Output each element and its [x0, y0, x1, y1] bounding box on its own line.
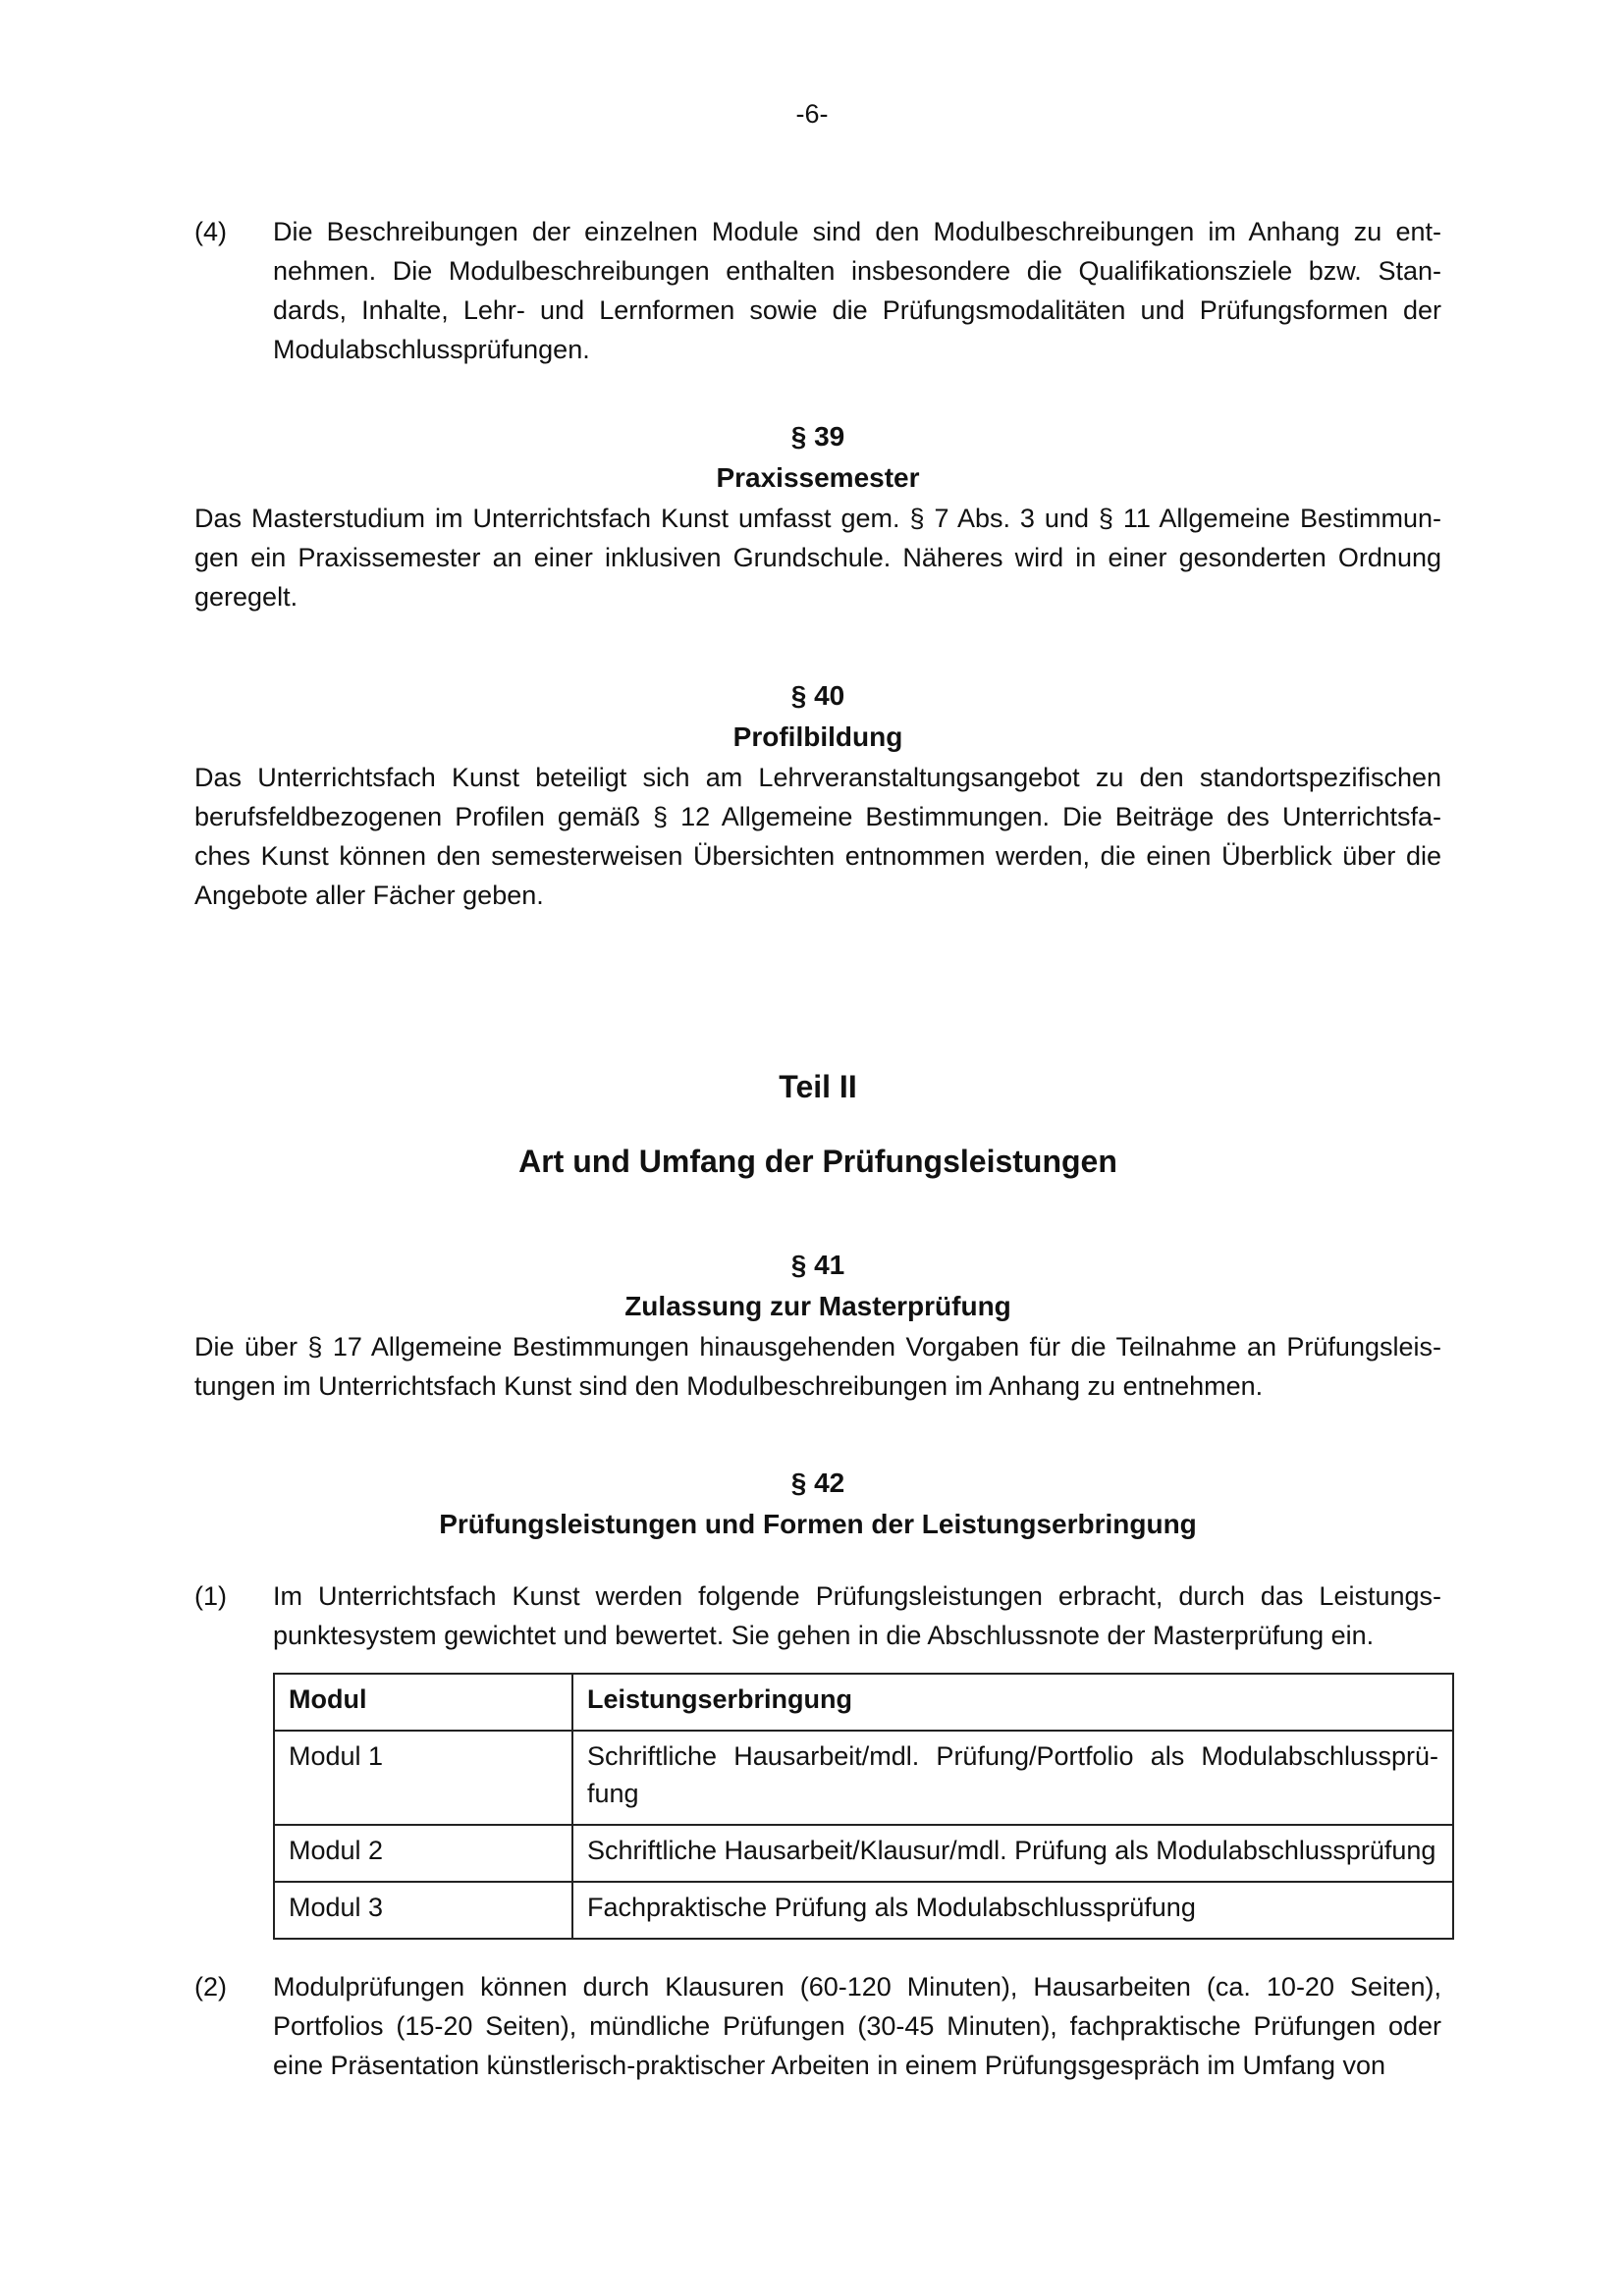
part-heading [194, 1064, 1441, 1109]
table-cell: Fachpraktische Prüfung als Modulabschlussprüfung [572, 1882, 1453, 1939]
table-row [274, 1882, 1453, 1939]
section-42 [194, 1463, 1441, 1545]
section-text: Das Unterrichtsfach Kunst beteiligt sich am Lehrveranstaltungsangebot zu den standortspezifischen berufsfeldbezogenen Profilen gemäß § 12 Allgemeine Bestimmungen. Die Beiträge des Unterrichtsfa-ches Kunst können den semesterweisen Übersichten entnommen werden, die einen Überblick über die Angebote aller Fächer geben. [194, 763, 1441, 910]
section-39 [194, 416, 1441, 616]
paragraph-text: Modulprüfungen können durch Klausuren (60-120 Minuten), Hausarbeiten (ca. 10-20 Seiten), Portfolios (15-20 Seiten), mündliche Prüfungen (30-45 Minuten), fachpraktische Prüfungen oder eine Präsentation künstlerisch-praktischer Arbeiten in einem Prüfungsgespräch im Umfang von [273, 1972, 1441, 2080]
table-header-cell: Modul [274, 1674, 572, 1731]
section-text: Die über § 17 Allgemeine Bestimmungen hinausgehenden Vorgaben für die Teilnahme an Prüfungsleis-tungen im Unterrichtsfach Kunst sind den Modulbeschreibungen im Anhang zu entnehmen. [194, 1332, 1441, 1401]
table-row [274, 1731, 1453, 1825]
part-subheading [194, 1139, 1441, 1184]
paragraph-number: (2) [194, 1972, 227, 2002]
part-title: Teil II [779, 1069, 857, 1104]
paragraph-4 [194, 212, 1441, 369]
section-title: Zulassung zur Masterprüfung [624, 1291, 1011, 1321]
table-cell: Modul 3 [274, 1882, 572, 1939]
section-40 [194, 675, 1441, 915]
table-cell: Schriftliche Hausarbeit/Klausur/mdl. Prüfung als Modulabschlussprüfung [572, 1825, 1453, 1882]
section-title: Praxissemester [716, 462, 920, 493]
paragraph-number: (1) [194, 1581, 227, 1611]
page-number: -6- [795, 99, 829, 129]
part-subtitle: Art und Umfang der Prüfungsleistungen [518, 1144, 1117, 1179]
paragraph-text: Im Unterrichtsfach Kunst werden folgende Prüfungsleistungen erbracht, durch das Leistungs-punktesystem gewichtet und bewertet. Sie gehen in die Abschlussnote der Masterprüfung ein. [273, 1581, 1441, 1650]
paragraph-42-1 [194, 1576, 1441, 1655]
paragraph-number: (4) [194, 217, 227, 246]
table-cell: Modul 2 [274, 1825, 572, 1882]
table-header-row [274, 1674, 1453, 1731]
section-title: Profilbildung [732, 721, 903, 752]
table-cell: Modul 1 [274, 1731, 572, 1825]
section-number: § 40 [790, 680, 845, 711]
section-number: § 42 [790, 1468, 845, 1498]
exam-table [273, 1673, 1454, 1940]
section-41 [194, 1245, 1441, 1406]
paragraph-42-2 [194, 1967, 1441, 2085]
table-cell: Schriftliche Hausarbeit/mdl. Prüfung/Portfolio als Modulabschlussprü-fung [572, 1731, 1453, 1825]
table-header-cell: Leistungserbringung [572, 1674, 1453, 1731]
section-title: Prüfungsleistungen und Formen der Leistungserbringung [439, 1509, 1197, 1539]
paragraph-text: Die Beschreibungen der einzelnen Module sind den Modulbeschreibungen im Anhang zu ent-nehmen. Die Modulbeschreibungen enthalten insbesondere die Qualifikationsziele bzw. Stan-dards, Inhalte, Lehr- und Lernformen sowie die Prüfungsmodalitäten und Prüfungsformen der Modulabschlussprüfungen. [273, 217, 1441, 364]
section-number: § 39 [790, 421, 845, 452]
table-row [274, 1825, 1453, 1882]
exam-table-wrapper [194, 1673, 1441, 1940]
section-text: Das Masterstudium im Unterrichtsfach Kunst umfasst gem. § 7 Abs. 3 und § 11 Allgemeine Bestimmun-gen ein Praxissemester an einer inklusiven Grundschule. Näheres wird in einer gesonderten Ordnung geregelt. [194, 504, 1441, 612]
section-number: § 41 [790, 1250, 845, 1280]
